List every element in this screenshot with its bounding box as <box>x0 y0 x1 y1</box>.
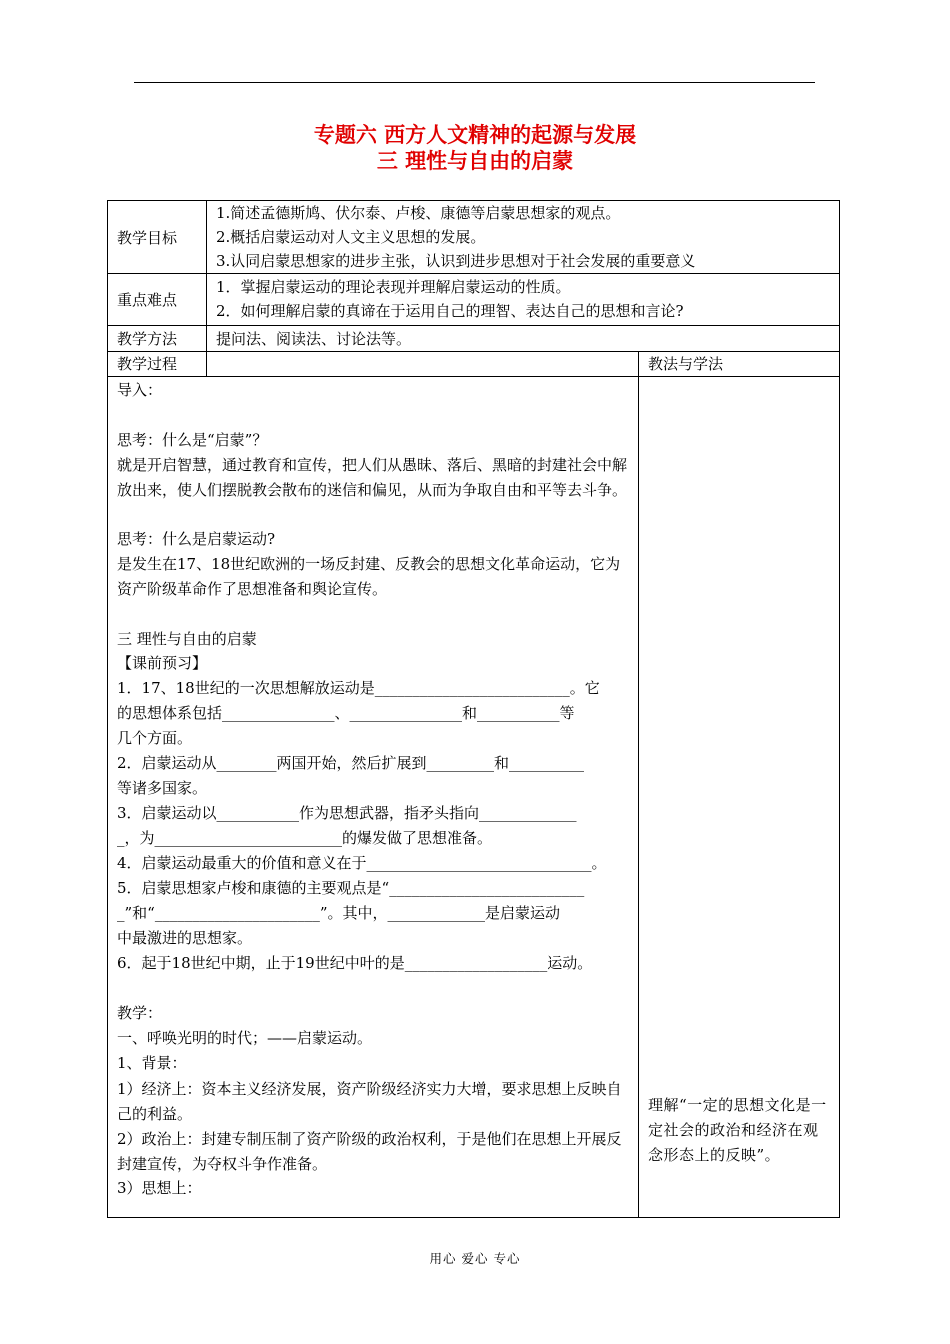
teaching-heading: 教学： <box>117 1004 163 1022</box>
question: 思考：什么是“启蒙”？ <box>117 431 268 449</box>
method-label: 教学方法 <box>117 330 178 348</box>
exercise-line: 等诸多国家。 <box>117 779 208 797</box>
side-column-label: 教法与学法 <box>648 355 724 373</box>
process-label: 教学过程 <box>117 355 178 373</box>
goals-label: 教学目标 <box>117 229 178 247</box>
exercise-line: 中最激进的思想家。 <box>117 929 253 947</box>
key-point-item: 2．如何理解启蒙的真谛在于运用自己的理智、表达自己的思想和言论? <box>216 302 684 320</box>
exercise-line: _，为_________________________的爆发做了思想准备。 <box>117 829 493 847</box>
page-footer: 用心 爱心 专心 <box>429 1251 521 1266</box>
exercise-line: 4．启蒙运动最重大的价值和意义在于______________________________。 <box>117 854 607 872</box>
row-divider <box>107 273 840 274</box>
doc-title: 专题六 西方人文精神的起源与发展 <box>313 122 637 147</box>
goal-item: 1.简述孟德斯鸠、伏尔泰、卢梭、康德等启蒙思想家的观点。 <box>216 204 621 222</box>
key-point-item: 1．掌握启蒙运动的理论表现并理解启蒙运动的性质。 <box>216 278 571 296</box>
goal-item: 3.认同启蒙思想家的进步主张，认识到进步思想对于社会发展的重要意义 <box>216 252 696 270</box>
answer-paragraph: 是发生在17、18世纪欧洲的一场反封建、反教会的思想文化革命运动，它为资产阶级革命作了思想准备和舆论宣传。 <box>117 555 621 598</box>
goal-item: 2.概括启蒙运动对人文主义思想的发展。 <box>216 228 486 246</box>
part-heading: 一、呼唤光明的时代；——启蒙运动。 <box>117 1029 373 1047</box>
exercise-line: 2．启蒙运动从________两国开始，然后扩展到_________和__________ <box>117 754 585 772</box>
background-heading: 1、背景： <box>117 1054 187 1072</box>
row-divider <box>107 325 840 326</box>
exercise-line: 的思想体系包括_______________、_______________和___________等 <box>117 704 575 722</box>
side-note: 理解“一定的思想文化是一定社会的政治和经济在观念形态上的反映”。 <box>648 1096 827 1164</box>
side-column-divider <box>638 351 639 1218</box>
method-value: 提问法、阅读法、讨论法等。 <box>216 330 412 348</box>
question: 思考：什么是启蒙运动? <box>117 530 276 548</box>
header-rule <box>134 82 815 83</box>
exercise-line: 1．17、18世纪的一次思想解放运动是__________________________。它 <box>117 679 600 697</box>
key-points-label: 重点难点 <box>117 291 178 309</box>
row-divider <box>107 351 840 352</box>
intro-heading: 导入： <box>117 381 163 399</box>
preview-heading: 【课前预习】 <box>117 654 208 672</box>
exercise-line: 几个方面。 <box>117 729 193 747</box>
exercise-line: 3．启蒙运动以___________作为思想武器，指矛头指向_____________ <box>117 804 577 822</box>
exercise-line: 5．启蒙思想家卢梭和康德的主要观点是“__________________________ <box>117 879 585 897</box>
label-column-divider <box>206 200 207 376</box>
exercise-line: _”和“______________________”。其中，_____________是启蒙运动 <box>117 904 561 922</box>
background-economic: 1）经济上：资本主义经济发展，资产阶级经济实力大增，要求思想上反映自己的利益。 <box>117 1080 622 1123</box>
background-political: 2）政治上：封建专制压制了资产阶级的政治权利，于是他们在思想上开展反封建宣传，为夺权斗争作准备。 <box>117 1130 622 1173</box>
exercise-line: 6．起于18世纪中期，止于19世纪中叶的是___________________运动。 <box>117 954 593 972</box>
answer-paragraph: 就是开启智慧，通过教育和宣传，把人们从愚昧、落后、黑暗的封建社会中解放出来，使人们摆脱教会散布的迷信和偏见，从而为争取自由和平等去斗争。 <box>117 456 628 499</box>
section-heading: 三 理性与自由的启蒙 <box>117 630 257 648</box>
background-ideological: 3）思想上： <box>117 1179 202 1197</box>
row-divider <box>107 376 840 377</box>
doc-subtitle: 三 理性与自由的启蒙 <box>376 148 574 173</box>
